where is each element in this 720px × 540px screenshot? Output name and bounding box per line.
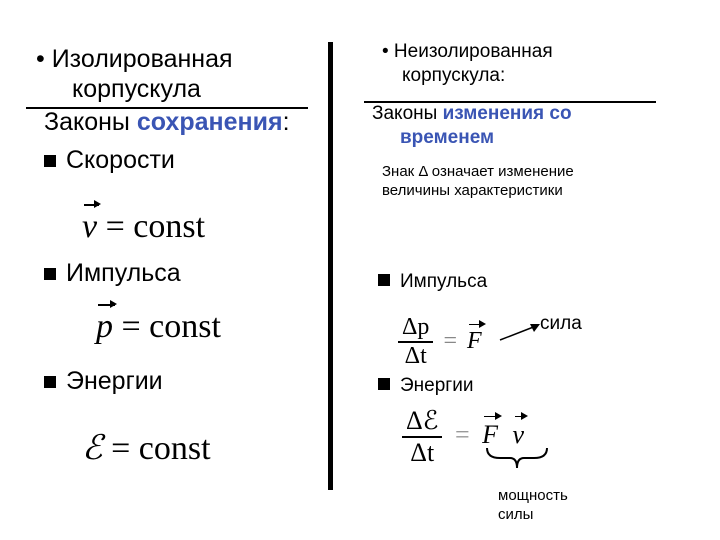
fraction-denominator: Δt <box>404 343 427 369</box>
right-note-line2: величины характеристики <box>382 182 563 199</box>
fraction-numerator: Δℰ <box>406 406 439 435</box>
equals-sign: = <box>454 419 470 449</box>
formula-momentum-rhs: = const <box>121 308 221 345</box>
right-item-momentum <box>378 270 487 294</box>
energy-symbol: ℰ <box>82 430 103 467</box>
vector-v: v <box>82 208 98 245</box>
right-laws-heading <box>372 102 572 150</box>
left-title-line2: корпускула <box>72 75 201 103</box>
right-note <box>382 162 574 200</box>
force-arrow-icon <box>496 316 544 344</box>
force-label: сила <box>540 313 582 334</box>
square-bullet-icon <box>44 155 56 167</box>
right-title <box>382 40 553 88</box>
left-title <box>36 44 233 104</box>
right-title-line2: корпускула: <box>402 65 506 86</box>
left-item-energy-label: Энергии <box>66 367 163 395</box>
right-title-line1: • Неизолированная <box>382 41 553 62</box>
left-laws-suffix: : <box>282 108 290 136</box>
power-label-line2: силы <box>498 506 534 523</box>
curly-brace-icon <box>484 446 550 472</box>
square-bullet-icon <box>44 268 56 280</box>
right-item-energy-label: Энергии <box>400 375 474 396</box>
left-item-speed <box>44 145 175 175</box>
right-laws-prefix: Законы <box>372 103 443 124</box>
power-label <box>498 486 568 524</box>
right-laws-highlight-line2: временем <box>400 127 495 148</box>
vector-F: F <box>466 327 482 354</box>
formula-momentum <box>96 308 221 346</box>
square-bullet-icon <box>378 378 390 390</box>
left-laws-heading <box>44 107 290 137</box>
left-title-line1: • Изолированная <box>36 45 233 73</box>
formula-speed-rhs: = const <box>105 208 206 245</box>
square-bullet-icon <box>44 376 56 388</box>
fraction-dp-dt <box>398 314 433 370</box>
formula-momentum-change <box>398 314 482 370</box>
left-item-momentum-label: Импульса <box>66 259 181 287</box>
right-item-momentum-label: Импульса <box>400 271 488 292</box>
left-item-speed-label: Скорости <box>66 146 175 174</box>
left-laws-prefix: Законы <box>44 108 137 136</box>
power-label-line1: мощность <box>498 487 568 504</box>
fraction-numerator: Δp <box>402 314 430 340</box>
left-item-momentum <box>44 258 181 288</box>
column-separator <box>328 42 333 490</box>
formula-speed <box>82 208 205 246</box>
left-item-energy <box>44 366 163 396</box>
right-item-energy <box>378 374 473 398</box>
fraction-dE-dt <box>402 406 442 468</box>
formula-energy-rhs: = const <box>111 430 211 467</box>
right-note-line1: Знак Δ означает изменение <box>382 163 574 180</box>
vector-v: v <box>512 419 525 449</box>
vector-p: p <box>96 308 113 345</box>
formula-energy <box>82 428 211 468</box>
square-bullet-icon <box>378 274 390 286</box>
equals-sign: = <box>443 327 457 354</box>
left-laws-highlight: сохранения <box>136 108 283 136</box>
vector-F: F <box>482 419 499 449</box>
right-laws-highlight-line1: изменения со <box>442 103 572 124</box>
fraction-denominator: Δt <box>410 438 435 467</box>
